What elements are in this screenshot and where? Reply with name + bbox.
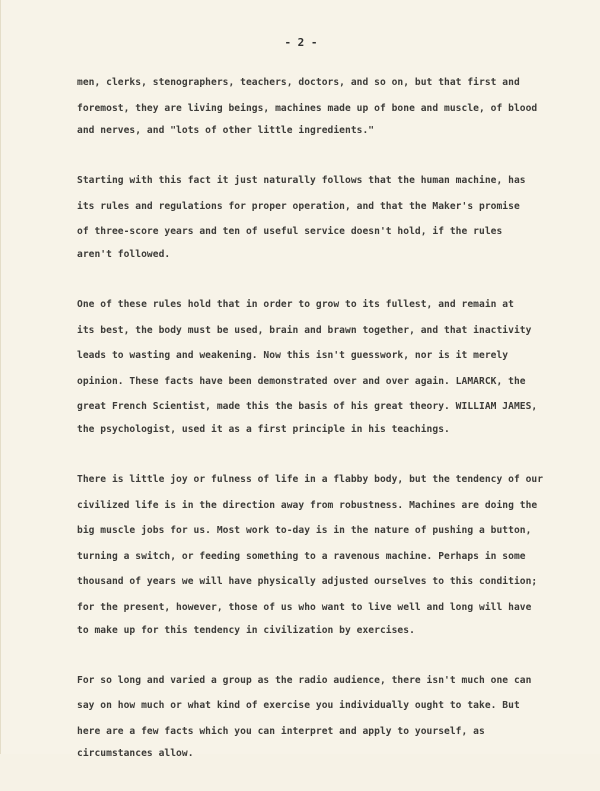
text-line: of three-score years and ten of useful service doesn't hold, if the rules bbox=[77, 226, 503, 238]
text-line: thousand of years we will have physically adjusted ourselves to this condition; bbox=[77, 576, 538, 588]
text-line: civilized life is in the direction away from robustness. Machines are doing the bbox=[77, 499, 538, 511]
text-line: and nerves, and "lots of other little ingredients." bbox=[77, 125, 375, 137]
paragraph-2 bbox=[77, 168, 549, 265]
text-line: to make up for this tendency in civilization by exercises. bbox=[77, 624, 415, 636]
text-line: its rules and regulations for proper operation, and that the Maker's promise bbox=[77, 200, 520, 212]
text-line: One of these rules hold that in order to grow to its fullest, and remain at bbox=[77, 298, 514, 310]
text-line: For so long and varied a group as the radio audience, there isn't much one can bbox=[77, 674, 532, 686]
paragraph-1 bbox=[77, 70, 549, 141]
text-line: foremost, they are living beings, machines made up of bone and muscle, of blood bbox=[77, 102, 538, 114]
text-line: leads to wasting and weakening. Now this isn't guesswork, nor is it merely bbox=[77, 350, 509, 362]
page-number: - 2 - bbox=[284, 36, 318, 49]
paragraph-5 bbox=[77, 668, 549, 765]
document-body bbox=[77, 70, 549, 791]
text-line: for the present, however, those of us who want to live well and long will have bbox=[77, 601, 532, 613]
paragraph-3 bbox=[77, 292, 549, 440]
text-line: opinion. These facts have been demonstrated over and over again. LAMARCK, the bbox=[77, 375, 526, 387]
text-line: its best, the body must be used, brain and brawn together, and that inactivity bbox=[77, 324, 532, 336]
text-line: Starting with this fact it just naturally follows that the human machine, has bbox=[77, 175, 526, 187]
text-line: here are a few facts which you can interpret and apply to yourself, as bbox=[77, 725, 485, 737]
text-line: say on how much or what kind of exercise you individually ought to take. But bbox=[77, 700, 520, 712]
text-line: aren't followed. bbox=[77, 248, 171, 260]
text-line: men, clerks, stenographers, teachers, doctors, and so on, but that first and bbox=[77, 77, 520, 88]
text-line: big muscle jobs for us. Most work to-day is in the nature of pushing a button, bbox=[77, 525, 532, 537]
text-line: great French Scientist, made this the basis of his great theory. WILLIAM JAMES, bbox=[77, 401, 538, 413]
text-line: There is little joy or fulness of life in a flabby body, but the tendency of our bbox=[77, 473, 544, 485]
text-line: circumstances allow. bbox=[77, 748, 194, 760]
paragraph-4 bbox=[77, 467, 549, 641]
text-line: the psychologist, used it as a first principle in his teachings. bbox=[77, 423, 450, 435]
text-line: turning a switch, or feeding something to a ravenous machine. Perhaps in some bbox=[77, 550, 526, 562]
